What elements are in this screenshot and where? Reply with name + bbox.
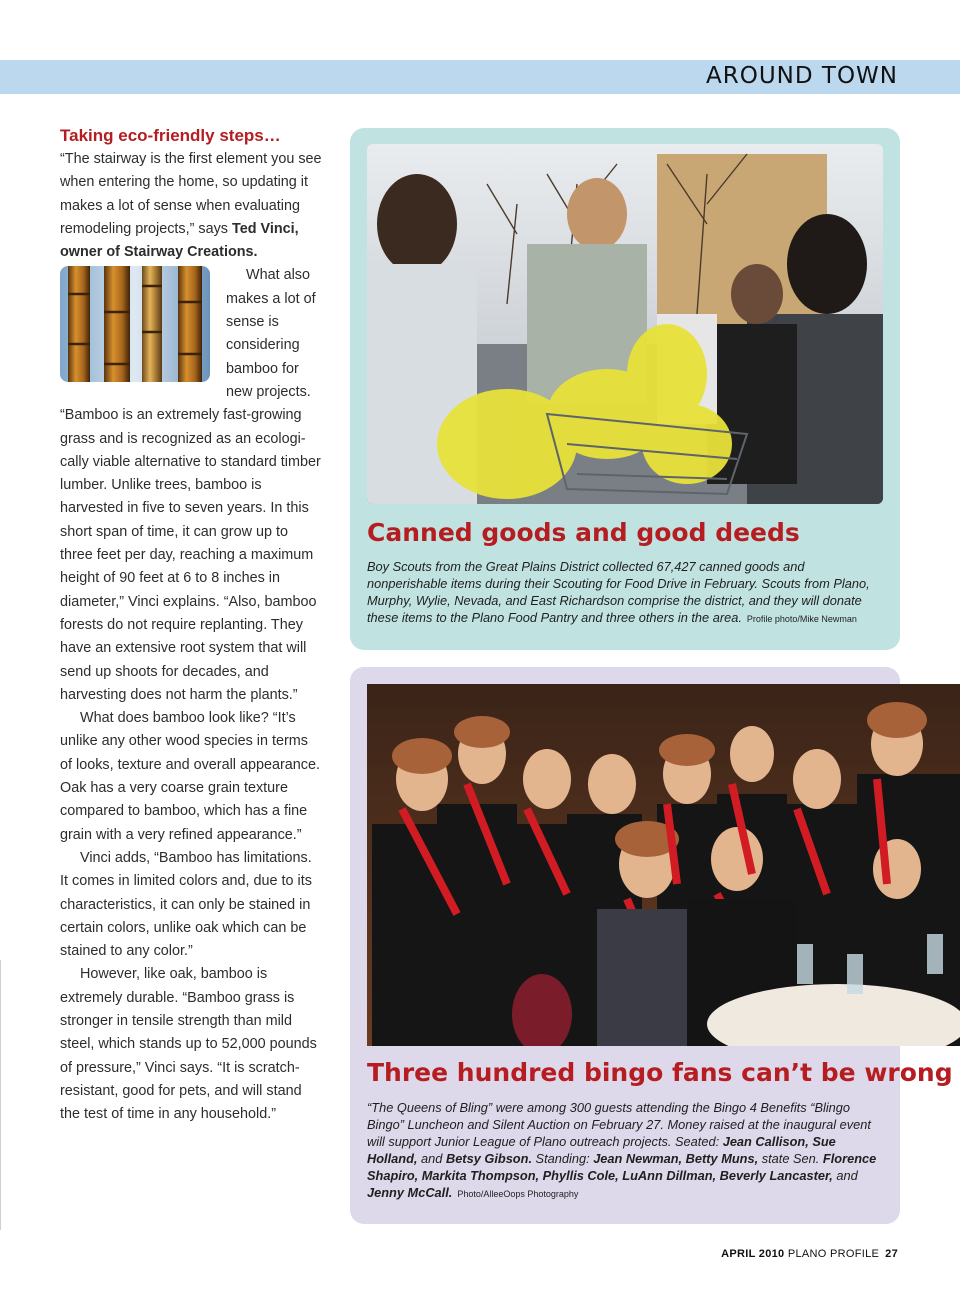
- story1-caption-text: Boy Scouts from the Great Plains District collected 67,427 canned goods and nonperishable items during their Scouting for Food Drive in February. Scouts from Plano, Murphy, Wylie, Nevada, and East Richardson comprise the district, and they will donate these items to the Plano Food Pantry and three others in the area.: [367, 559, 870, 625]
- footer-date: APRIL 2010: [721, 1248, 785, 1260]
- story2-names-standing: Jean Newman, Betty Muns,: [593, 1151, 759, 1166]
- story2-caption-part: Standing:: [532, 1151, 594, 1166]
- story2-caption-part: state Sen.: [758, 1151, 823, 1166]
- photo-queens-of-bling: [367, 684, 960, 1046]
- story2-names-seated-last: Betsy Gibson.: [445, 1151, 532, 1166]
- page-number: 27: [885, 1248, 898, 1260]
- photo-boy-scouts: [367, 144, 883, 504]
- page-footer: [721, 1248, 898, 1260]
- article-column: [60, 124, 322, 1126]
- section-title: AROUND TOWN: [706, 63, 898, 89]
- article-p2-text: What also makes a lot of sense is considering bamboo for new projects. “Bamboo is an extremely fast-growing grass and is recognized as an ecologically viable alternative to standard timber lumber. Unlike trees, bamboo is harvested in five to seven years. In this short span of time, it can grow up to three feet per day, reaching a maximum height of 90 feet at 6 to 8 inches in diameter,” Vinci explains. “Also, bamboo forests do not require replanting. They have an extensive root system that will send up shoots for decades, and harvesting does not harm the plants.”: [60, 267, 321, 703]
- story1-caption: [367, 558, 887, 628]
- story2-names-seated: Jean Callison, Sue Holland,: [367, 1134, 836, 1166]
- story2-caption: [367, 1099, 887, 1203]
- article-p1-text: “The stairway is the first element you see when entering the home, so updating it makes a lot of sense when evaluating remodeling projects,” says: [60, 151, 322, 237]
- bamboo-image: [60, 266, 210, 382]
- article-heading: Taking eco-friendly steps…: [60, 126, 281, 145]
- story2-names-last: Jenny McCall.: [367, 1185, 453, 1200]
- story2-title: Three hundred bingo fans can’t be wrong: [367, 1058, 953, 1087]
- article-paragraph-5: However, like oak, bamboo is extremely durable. “Bamboo grass is stronger in tensile strength than mild steel, which stands up to 52,000 pounds of pressure,” Vinci says. “It is scratch-resistant, good for pets, and will stand the test of time in any household.”: [60, 966, 317, 1123]
- story1-photo-credit: Profile photo/Mike Newman: [746, 614, 857, 624]
- article-paragraph-3: What does bamboo look like? “It’s unlike any other wood species in terms of looks, texture and overall appearance. Oak has a very coarse grain texture compared to bamboo, which has a fine grain with a very refined appearance.”: [60, 710, 320, 843]
- story1-title: Canned goods and good deeds: [367, 518, 800, 547]
- story2-names-standing-more: Florence Shapiro, Markita Thompson, Phyllis Cole, LuAnn Dillman, Beverly Lancaster,: [367, 1151, 877, 1183]
- story2-caption-part: and: [417, 1151, 446, 1166]
- story2-photo-credit: Photo/AlleeOops Photography: [457, 1189, 579, 1199]
- footer-magazine: PLANO PROFILE: [787, 1248, 880, 1260]
- article-paragraph-2: [60, 264, 322, 707]
- story2-caption-part: “The Queens of Bling” were among 300 guests attending the Bingo 4 Benefits “Blingo Bingo” Luncheon and Silent Auction on February 27. Money raised at the inaugural event will support Junior League of Plano outreach projects. Seated:: [367, 1100, 871, 1149]
- story2-caption-part: and: [832, 1168, 858, 1183]
- edge-divider: [0, 960, 1, 1230]
- article-paragraph-1: [60, 148, 322, 264]
- article-paragraph-4: Vinci adds, “Bamboo has limitations. It comes in limited colors and, due to its characteristics, it can only be stained in certain colors, unlike oak which can be stained to any color.”: [60, 849, 312, 960]
- article-p1-bold: Ted Vinci, owner of Stairway Creations.: [60, 220, 299, 261]
